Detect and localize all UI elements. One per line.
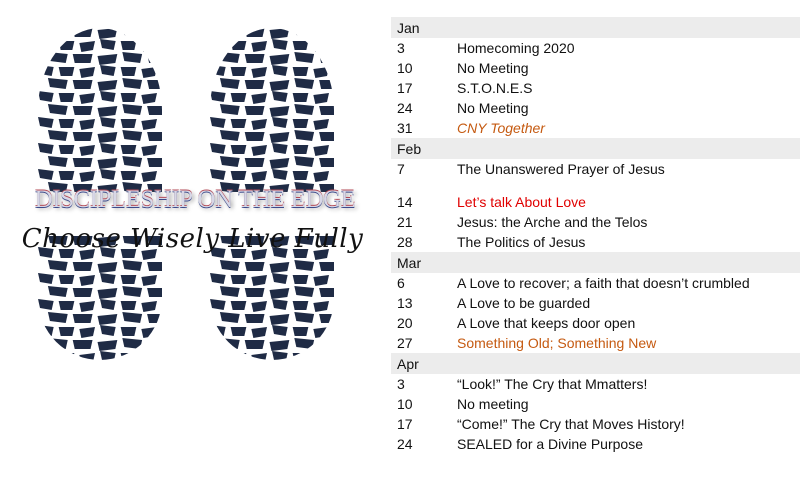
schedule-row	[391, 333, 800, 353]
schedule-day: 7	[397, 161, 405, 177]
schedule-day: 17	[397, 416, 413, 432]
schedule-title: The Unanswered Prayer of Jesus	[457, 161, 665, 177]
schedule-day: 21	[397, 214, 413, 230]
schedule-day: 6	[397, 275, 405, 291]
schedule-title: Homecoming 2020	[457, 40, 575, 56]
schedule-row	[391, 394, 800, 414]
schedule-day: 31	[397, 120, 413, 136]
schedule-title: A Love that keeps door open	[457, 315, 636, 331]
schedule-title: Something Old; Something New	[457, 335, 657, 351]
schedule-title: “Come!” The Cry that Moves History!	[457, 416, 685, 432]
schedule-row	[391, 414, 800, 434]
schedule-title: Jesus: the Arche and the Telos	[457, 214, 648, 230]
schedule-title: CNY Together	[457, 120, 545, 136]
schedule-day: 3	[397, 40, 405, 56]
schedule-day: 13	[397, 295, 413, 311]
schedule-title: A Love to be guarded	[457, 295, 591, 311]
artwork-subtitle: Choose Wisely Live Fully	[21, 224, 364, 254]
schedule-row	[391, 313, 800, 333]
schedule-row	[391, 374, 800, 394]
schedule-row	[391, 293, 800, 313]
schedule-title: “Look!” The Cry that Mmatters!	[457, 376, 648, 392]
schedule-row	[391, 273, 800, 293]
schedule-day: 24	[397, 100, 413, 116]
month-header: Jan	[391, 17, 800, 38]
schedule-row	[391, 118, 800, 138]
shoe-prints-artwork	[0, 0, 380, 483]
schedule-day: 28	[397, 234, 413, 250]
schedule-title: A Love to recover; a faith that doesn’t crumbled	[457, 275, 750, 291]
month-header: Feb	[391, 138, 800, 159]
schedule-row	[391, 159, 800, 179]
schedule-title: No meeting	[457, 396, 529, 412]
schedule-title: Let’s talk About Love	[457, 194, 586, 210]
schedule-row	[391, 78, 800, 98]
month-header: Apr	[391, 353, 800, 374]
schedule-day: 27	[397, 335, 413, 351]
schedule-day: 17	[397, 80, 413, 96]
schedule-title: SEALED for a Divine Purpose	[457, 436, 643, 452]
schedule-row	[391, 434, 800, 454]
artwork-title: DISCIPLESHIP ON THE EDGE	[34, 186, 356, 213]
schedule-row	[391, 58, 800, 78]
schedule-day: 20	[397, 315, 413, 331]
schedule-title: No Meeting	[457, 60, 529, 76]
schedule-row	[391, 212, 800, 232]
schedule-row	[391, 38, 800, 58]
schedule-day: 14	[397, 194, 413, 210]
schedule-title: No Meeting	[457, 100, 529, 116]
schedule-table	[391, 17, 800, 454]
schedule-day: 10	[397, 396, 413, 412]
schedule-row	[391, 192, 800, 212]
schedule-day: 10	[397, 60, 413, 76]
schedule-row	[391, 98, 800, 118]
schedule-title: The Politics of Jesus	[457, 234, 586, 250]
schedule-day: 24	[397, 436, 413, 452]
month-header: Mar	[391, 252, 800, 273]
schedule-title: S.T.O.N.E.S	[457, 80, 533, 96]
schedule-day: 3	[397, 376, 405, 392]
schedule-row	[391, 232, 800, 252]
